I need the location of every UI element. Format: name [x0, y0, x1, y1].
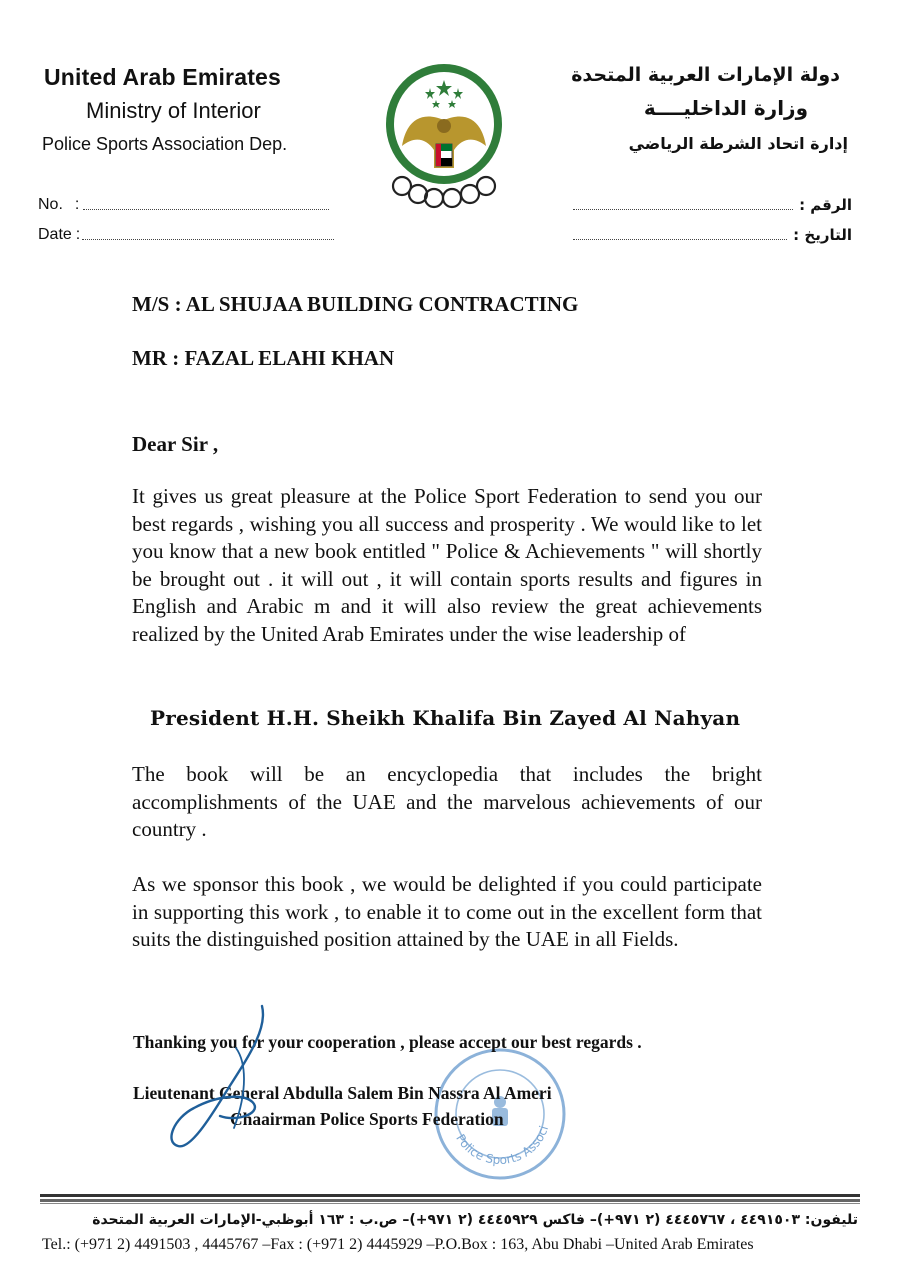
- closing-line: Thanking you for your cooperation , please accept our best regards .: [133, 1032, 642, 1052]
- en-country-heading: United Arab Emirates: [44, 64, 282, 90]
- president-line: President H.H. Sheikh Khalifa Bin Zayed Al Nahyan: [150, 706, 741, 730]
- paragraph-1: It gives us great pleasure at the Police Sport Federation to send you our best regards , wishing you all success and prosperity . We would like to let you know that a new book entitled " Police & Achievements " will shortly be brought out . it will out , it will contain sports results and figures in English and Arabic m and it will also review the great achievements realized by the United Arab Emirates under the wise leadership of: [132, 484, 762, 646]
- svg-text:Police Sports Association: [430, 1044, 551, 1167]
- footer-english-contact: Tel.: (+971 2) 4491503 , 4445767 –Fax : (+971 2) 4445929 –P.O.Box : 163, Abu Dhabi –United Arab Emirates: [42, 1236, 754, 1253]
- ar-date-dotted-line: [573, 238, 787, 240]
- emblem-logo: [380, 60, 508, 216]
- no-dotted-line: [83, 208, 329, 210]
- ar-no-dotted-line: [573, 208, 793, 210]
- stamp-text: Police Sports Associ: [453, 1123, 552, 1168]
- no-label: No.: [38, 196, 63, 213]
- ar-date-label: التاريخ :: [793, 226, 852, 244]
- en-department-heading: Police Sports Association Dep.: [42, 134, 288, 154]
- no-field: No. :: [38, 196, 329, 214]
- footer-arabic-contact: تليفون: ٤٤٩١٥٠٣ ، ٤٤٤٥٧٦٧ (٢ ٩٧١+)– فاكس ٤٤٤٥٩٢٩ (٢ ٩٧١+)– ص.ب : ١٦٣ أبوظبي-الإمارات العربية المتحدة: [92, 1212, 858, 1228]
- recipient-person: MR : FAZAL ELAHI KHAN: [132, 346, 395, 370]
- date-field: Date :: [38, 226, 334, 244]
- footer-divider: [40, 1194, 860, 1204]
- en-ministry-heading: Ministry of Interior: [86, 98, 261, 123]
- paragraph-3: As we sponsor this book , we would be delighted if you could participate in supporting this work , to enable it to come out in the excellent form that suits the distinguished position attained by the UAE in all Fields.: [132, 872, 762, 951]
- handwritten-signature: [150, 1000, 310, 1160]
- ar-date-field: [566, 226, 852, 244]
- ar-country-heading: دولة الإمارات العربية المتحدة: [571, 64, 840, 86]
- recipient-company: M/S : AL SHUJAA BUILDING CONTRACTING: [132, 292, 579, 316]
- salutation: Dear Sir ,: [132, 432, 219, 456]
- ar-department-heading: إدارة اتحاد الشرطة الرياضي: [628, 134, 848, 153]
- ar-no-label: الرقم :: [799, 196, 852, 214]
- signatory-title: Chaairman Police Sports Federation: [230, 1109, 504, 1129]
- ar-ministry-heading: وزارة الداخليــــة: [643, 96, 808, 120]
- ar-no-field: [566, 196, 852, 214]
- date-label: Date: [38, 226, 72, 243]
- paragraph-2: The book will be an encyclopedia that includes the bright accomplishments of the UAE and the marvelous achievements of our country .: [132, 762, 762, 841]
- signatory-name: Lieutenant General Abdulla Salem Bin Nassra Al Ameri: [133, 1083, 552, 1103]
- date-dotted-line: [82, 238, 334, 240]
